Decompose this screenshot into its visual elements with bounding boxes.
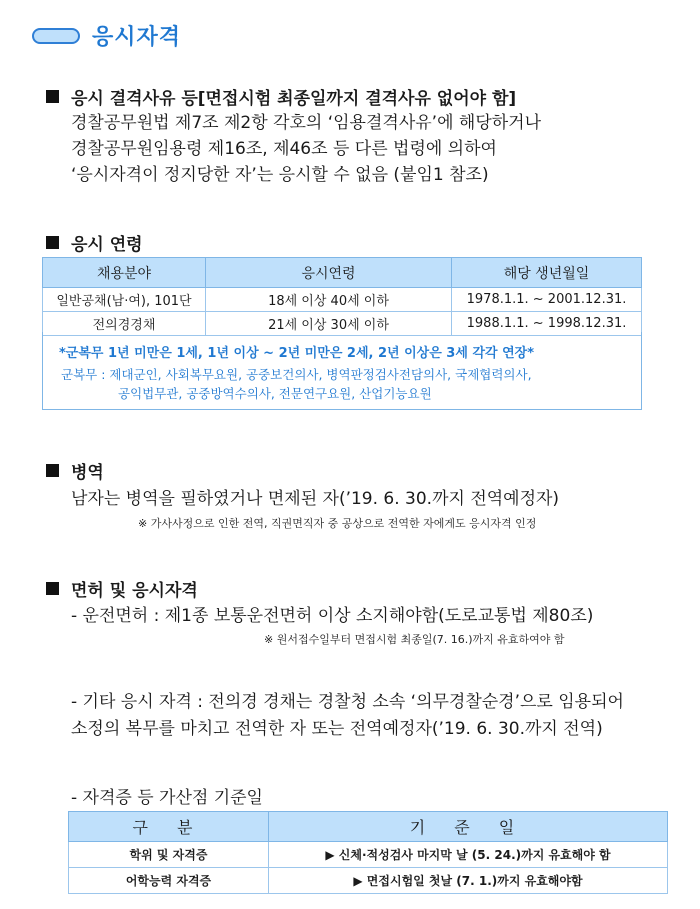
table-cell: ▶ 면접시험일 첫날 (7. 1.)까지 유효해야함 xyxy=(269,868,668,894)
bonus-date-table xyxy=(68,811,668,894)
military-list-line: 군복무 : 제대군인, 사회복무요원, 공중보건의사, 병역판정검사전담의사, 국제협력의사, xyxy=(61,367,532,382)
heading-military xyxy=(46,458,104,483)
page-title: 응시자격 xyxy=(92,25,182,50)
body-line: 소정의 복무를 마치고 전역한 자 또는 전역예정자(’19. 6. 30.까지 전역) xyxy=(71,719,603,739)
heading-license xyxy=(46,576,198,601)
footnote: ※ 가사사정으로 인한 전역, 직권면직자 중 공상으로 전역한 자에게도 응시자격 인정 xyxy=(138,517,537,530)
square-bullet-icon xyxy=(46,582,59,595)
table-row xyxy=(69,842,668,868)
military-service-box xyxy=(42,332,642,410)
table-cell: 일반공채(남·여), 101단 xyxy=(43,288,206,312)
table-header-row xyxy=(69,812,668,842)
square-bullet-icon xyxy=(46,464,59,477)
heading-text: 응시 연령 xyxy=(71,235,143,255)
square-bullet-icon xyxy=(46,90,59,103)
body-line: 남자는 병역을 필하였거나 면제된 자(’19. 6. 30.까지 전역예정자) xyxy=(71,489,560,509)
table-header-cell: 채용분야 xyxy=(43,258,206,288)
heading-text: 응시 결격사유 등[면접시험 최종일까지 결격사유 없어야 함] xyxy=(71,89,517,109)
table-cell: ▶ 신체·적성검사 마지막 날 (5. 24.)까지 유효해야 함 xyxy=(269,842,668,868)
pill-icon xyxy=(32,28,80,44)
table-header-cell: 구 분 xyxy=(69,812,269,842)
section-title xyxy=(32,20,181,51)
table-cell: 21세 이상 30세 이하 xyxy=(206,312,452,336)
table-row xyxy=(43,288,642,312)
heading-disqualification xyxy=(46,84,516,109)
table-header-cell: 응시연령 xyxy=(206,258,452,288)
body-line: - 운전면허 : 제1종 보통운전면허 이상 소지해야함(도로교통법 제80조) xyxy=(71,606,594,626)
table-cell: 어학능력 자격증 xyxy=(69,868,269,894)
body-line: 경찰공무원임용령 제16조, 제46조 등 다른 법령에 의하여 xyxy=(71,139,497,159)
table-cell: 전의경경채 xyxy=(43,312,206,336)
table-cell: 1988.1.1. ~ 1998.12.31. xyxy=(452,312,642,336)
table-cell: 1978.1.1. ~ 2001.12.31. xyxy=(452,288,642,312)
table-row xyxy=(69,868,668,894)
subheading: - 자격증 등 가산점 기준일 xyxy=(71,788,263,808)
table-header-row xyxy=(43,258,642,288)
age-table xyxy=(42,257,642,336)
body-line: - 기타 응시 자격 : 전의경 경채는 경찰청 소속 ‘의무경찰순경’으로 임용되어 xyxy=(71,692,624,712)
footnote: ※ 원서접수일부터 면접시험 최종일(7. 16.)까지 유효하여야 함 xyxy=(264,633,565,646)
square-bullet-icon xyxy=(46,236,59,249)
table-cell: 학위 및 자격증 xyxy=(69,842,269,868)
table-cell: 18세 이상 40세 이하 xyxy=(206,288,452,312)
body-line: ‘응시자격이 정지당한 자’는 응시할 수 없음 (붙임1 참조) xyxy=(71,165,489,185)
table-header-cell: 해당 생년월일 xyxy=(452,258,642,288)
heading-text: 병역 xyxy=(71,463,104,483)
body-line: 경찰공무원법 제7조 제2항 각호의 ‘임용결격사유’에 해당하거나 xyxy=(71,113,542,133)
military-list-line: 공익법무관, 공중방역수의사, 전문연구요원, 산업기능요원 xyxy=(118,386,432,401)
heading-text: 면허 및 응시자격 xyxy=(71,581,198,601)
table-header-cell: 기 준 일 xyxy=(269,812,668,842)
military-extension-note: *군복무 1년 미만은 1세, 1년 이상 ~ 2년 미만은 2세, 2년 이상은 3세 각각 연장* xyxy=(59,346,534,361)
heading-age xyxy=(46,230,143,255)
